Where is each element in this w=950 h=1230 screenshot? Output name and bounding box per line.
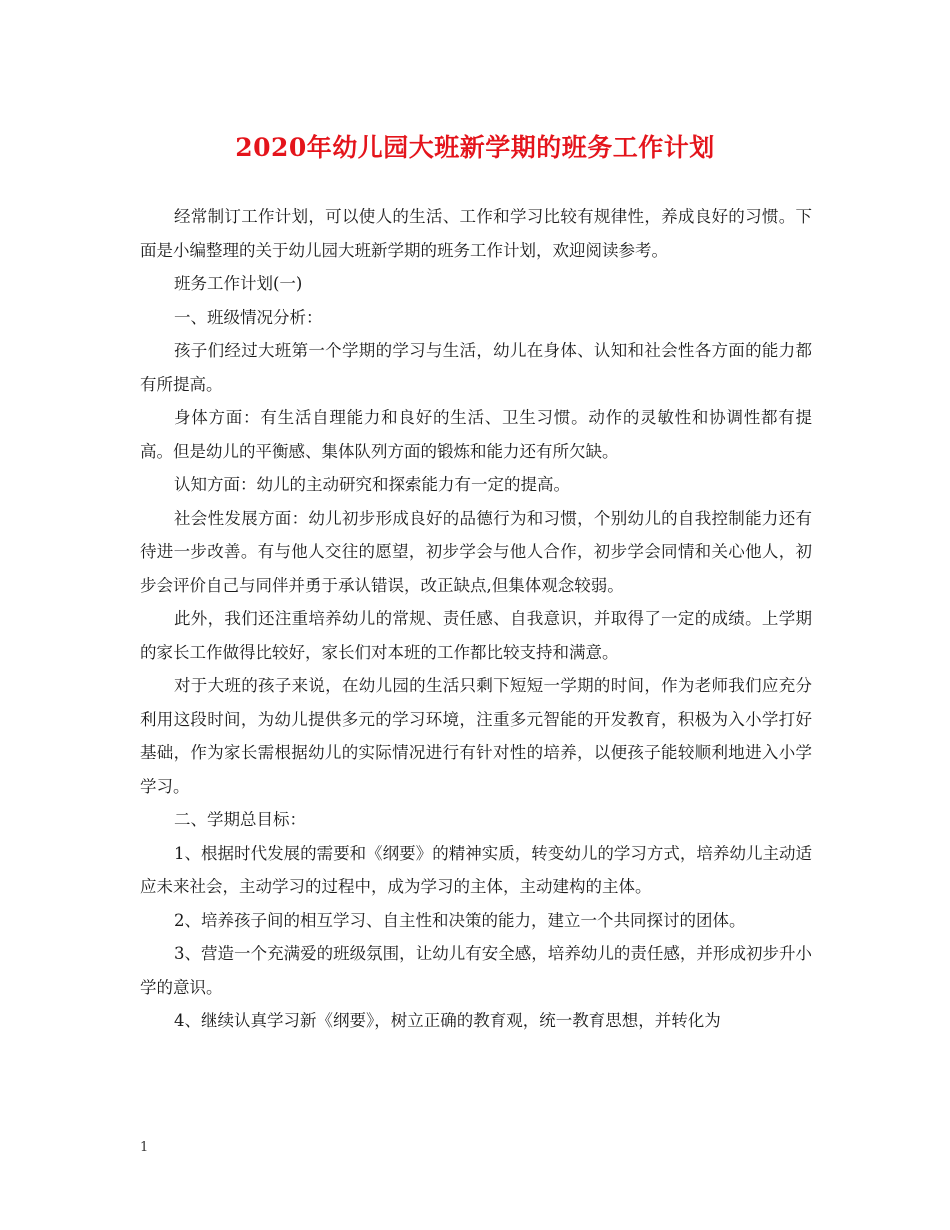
section-heading-semester-goals: 二、学期总目标： xyxy=(174,810,306,829)
paragraph-physical: 身体方面：有生活自理能力和良好的生活、卫生习惯。动作的灵敏性和协调性都有提高。但是幼儿的平衡感、集体队列方面的锻炼和能力还有所欠缺。 xyxy=(140,408,812,461)
goal-item-1: 1、根据时代发展的需要和《纲要》的精神实质，转变幼儿的学习方式，培养幼儿主动适应未来社会，主动学习的过程中，成为学习的主体，主动建构的主体。 xyxy=(140,843,812,896)
paragraph-plan-heading: 班务工作计划(一) xyxy=(174,274,303,293)
paragraph-cognitive: 认知方面：幼儿的主动研究和探索能力有一定的提高。 xyxy=(174,475,570,494)
goal-item-2: 2、培养孩子间的相互学习、自主性和决策的能力，建立一个共同探讨的团体。 xyxy=(174,910,746,930)
paragraph-intro: 经常制订工作计划，可以使人的生活、工作和学习比较有规律性，养成良好的习惯。下面是小编整理的关于幼儿园大班新学期的班务工作计划，欢迎阅读参考。 xyxy=(140,207,812,260)
section-heading-class-analysis: 一、班级情况分析： xyxy=(174,307,323,327)
document-title: 2020年幼儿园大班新学期的班务工作计划 xyxy=(235,133,715,162)
paragraph-final-semester: 对于大班的孩子来说，在幼儿园的生活只剩下短短一学期的时间，作为老师我们应充分利用这段时间，为幼儿提供多元的学习环境，注重多元智能的开发教育，积极为入小学打好基础，作为家长需根据幼儿的实际情况进行有针对性的培养，以便孩子能较顺利地进入小学学习。 xyxy=(140,676,812,796)
page-number: 1 xyxy=(140,1140,149,1155)
paragraph-social: 社会性发展方面：幼儿初步形成良好的品德行为和习惯，个别幼儿的自我控制能力还有待进一步改善。有与他人交往的愿望，初步学会与他人合作，初步学会同情和关心他人，初步会评价自己与同伴并勇于承认错误，改正缺点,但集体观念较弱。 xyxy=(140,508,812,595)
paragraph-achievements: 此外，我们还注重培养幼儿的常规、责任感、自我意识，并取得了一定的成绩。上学期的家长工作做得比较好，家长们对本班的工作都比较支持和满意。 xyxy=(140,609,812,662)
paragraph-class-overview: 孩子们经过大班第一个学期的学习与生活，幼儿在身体、认知和社会性各方面的能力都有所提高。 xyxy=(140,341,812,394)
goal-item-3: 3、营造一个充满爱的班级氛围，让幼儿有安全感，培养幼儿的责任感，并形成初步升小学的意识。 xyxy=(140,944,812,997)
document-body xyxy=(140,200,812,1038)
goal-item-4: 4、继续认真学习新《纲要》，树立正确的教育观，统一教育思想，并转化为 xyxy=(174,1011,721,1030)
